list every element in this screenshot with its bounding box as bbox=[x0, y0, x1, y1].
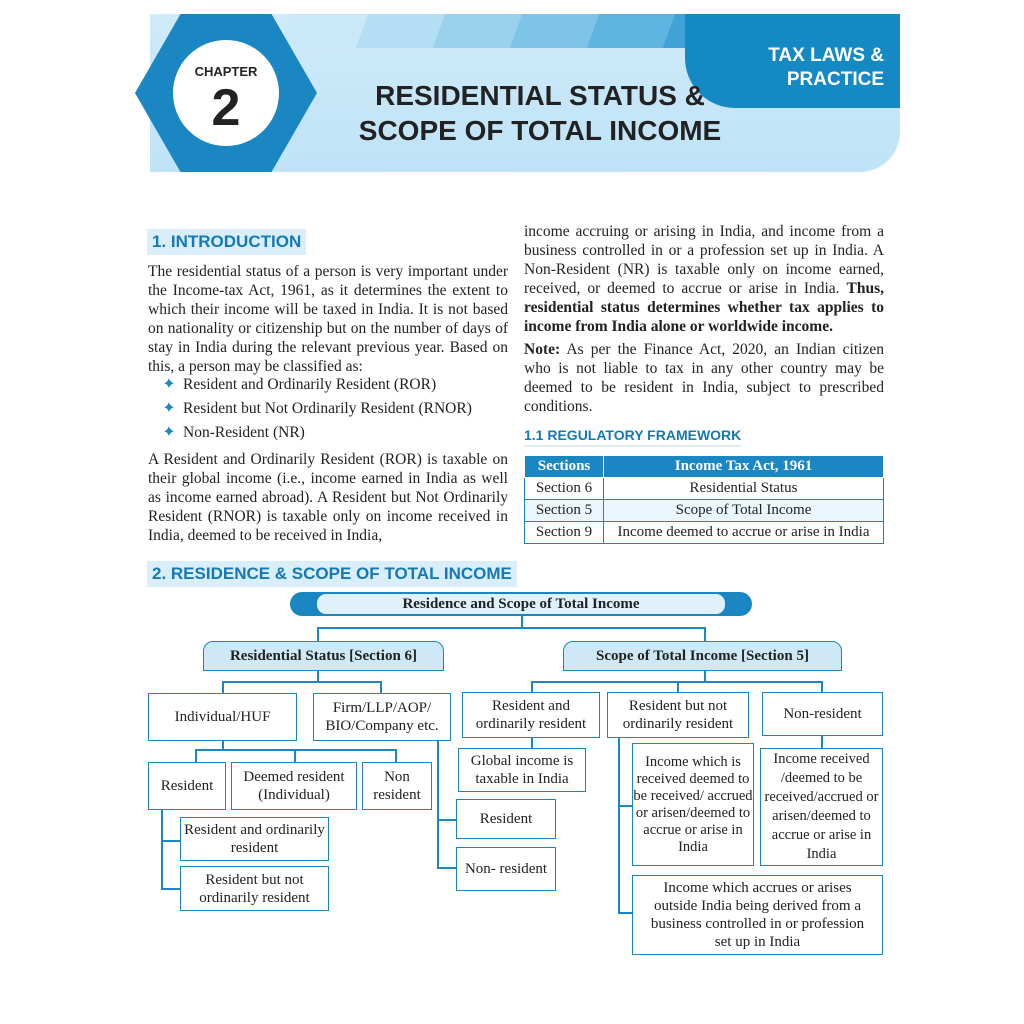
section2-heading: 2. RESIDENCE & SCOPE OF TOTAL INCOME bbox=[147, 561, 517, 587]
connector-line bbox=[704, 627, 706, 641]
non-resident-node: Non resident bbox=[362, 762, 432, 810]
connector-line bbox=[161, 888, 181, 890]
star-bullet-icon: ✦ bbox=[162, 400, 176, 417]
connector-line bbox=[222, 681, 382, 683]
connector-line bbox=[380, 681, 382, 693]
chapter-label: CHAPTER bbox=[194, 64, 258, 79]
chapter-number: 2 bbox=[211, 79, 241, 137]
star-bullet-icon: ✦ bbox=[162, 376, 176, 393]
connector-line bbox=[195, 749, 197, 762]
summary-bold-text: Thus, residential status determines whether tax applies to income from India alone or worldwide income. bbox=[524, 280, 885, 335]
book-tag-line1: TAX LAWS & bbox=[768, 45, 884, 66]
connector-line bbox=[618, 737, 620, 913]
residential-status-node: Residential Status [Section 6] bbox=[203, 641, 444, 671]
rnor-business-income-node: Income which accrues or arises outside India being derived from a business controlled in or profession set up in India bbox=[632, 875, 883, 955]
scope-ror-node: Resident and ordinarily resident bbox=[462, 692, 600, 738]
connector-line bbox=[437, 819, 457, 821]
scope-rnor-node: Resident but not ordinarily resident bbox=[607, 692, 749, 738]
connector-line bbox=[317, 627, 319, 641]
book-tag-line2: PRACTICE bbox=[786, 69, 884, 90]
scope-nr-node: Non-resident bbox=[762, 692, 883, 736]
connector-line bbox=[437, 740, 439, 868]
connector-line bbox=[294, 749, 296, 762]
connector-line bbox=[531, 737, 533, 748]
connector-line bbox=[161, 840, 181, 842]
list-item: ✦ Resident but Not Ordinarily Resident (RNOR) bbox=[155, 397, 515, 421]
connector-line bbox=[395, 749, 397, 762]
connector-line bbox=[618, 805, 632, 807]
rnor-node: Resident but not ordinarily resident bbox=[180, 866, 329, 911]
star-bullet-icon: ✦ bbox=[162, 424, 176, 441]
connector-line bbox=[437, 867, 457, 869]
section1-1-heading: 1.1 REGULATORY FRAMEWORK bbox=[524, 427, 741, 447]
global-income-node: Global income is taxable in India bbox=[458, 748, 586, 792]
firm-company-node: Firm/LLP/AOP/ BIO/Company etc. bbox=[313, 693, 451, 741]
deemed-resident-node: Deemed resident (Individual) bbox=[231, 762, 357, 810]
list-item: ✦ Non-Resident (NR) bbox=[155, 421, 515, 445]
table-row: Section 6 Residential Status bbox=[525, 478, 884, 500]
chapter-title-line2: SCOPE OF TOTAL INCOME bbox=[358, 115, 722, 146]
chapter-title-line1: RESIDENTIAL STATUS & bbox=[375, 80, 705, 111]
connector-line bbox=[821, 735, 823, 748]
continued-paragraph: income accruing or arising in India, and income from a business controlled in or a profession set up in India. A Non-Resident (NR) is taxable only on income earned, received, or deemed to accrue or arise in India. Thus, residential status determines whether tax applies to income from India alone or worldwide income. bbox=[524, 223, 885, 335]
firm-resident-node: Resident bbox=[456, 799, 556, 839]
list-item: ✦ Resident and Ordinarily Resident (ROR) bbox=[155, 373, 515, 397]
nr-income-node: Income received /deemed to be received/accrued or arisen/deemed to accrue or arise in India bbox=[760, 748, 883, 866]
intro-paragraph: The residential status of a person is very important under the Income-tax Act, 1961, as it determines the extent to which their income will be taxed in India. It is not based on nationality or citizenship but on the number of days of stay in India during the relevant previous year. Based on this, a person may be classified as: bbox=[148, 263, 508, 375]
individual-huf-node: Individual/HUF bbox=[148, 693, 297, 741]
table-header: Sections bbox=[525, 456, 604, 478]
note-label: Note: bbox=[524, 341, 561, 358]
resident-node: Resident bbox=[148, 762, 226, 810]
connector-line bbox=[222, 681, 224, 693]
table-header: Income Tax Act, 1961 bbox=[604, 456, 884, 478]
connector-line bbox=[195, 749, 397, 751]
connector-line bbox=[317, 627, 706, 629]
table-row: Section 5 Scope of Total Income bbox=[525, 500, 884, 522]
section1-heading: 1. INTRODUCTION bbox=[147, 229, 306, 255]
ror-node: Resident and ordinarily resident bbox=[180, 817, 329, 861]
note-paragraph: Note: As per the Finance Act, 2020, an Indian citizen who is not liable to tax in any other country may be deemed to be resident in India, subject to prescribed conditions. bbox=[524, 341, 884, 415]
connector-line bbox=[618, 912, 632, 914]
diagram-root: Residence and Scope of Total Income bbox=[316, 593, 726, 615]
rnor-income-node: Income which is received deemed to be received/ accrued or arisen/deemed to accrue or arise in India bbox=[632, 743, 754, 866]
table-row: Section 9 Income deemed to accrue or arise in India bbox=[525, 522, 884, 544]
ror-paragraph: A Resident and Ordinarily Resident (ROR) is taxable on their global income (i.e., income earned in India as well as income earned abroad). A Resident but Not Ordinarily Resident (RNOR) is taxable only on income received in India, deemed to be received in India, bbox=[148, 451, 508, 544]
scope-of-income-node: Scope of Total Income [Section 5] bbox=[563, 641, 842, 671]
firm-non-resident-node: Non- resident bbox=[456, 847, 556, 891]
connector-line bbox=[161, 809, 163, 889]
